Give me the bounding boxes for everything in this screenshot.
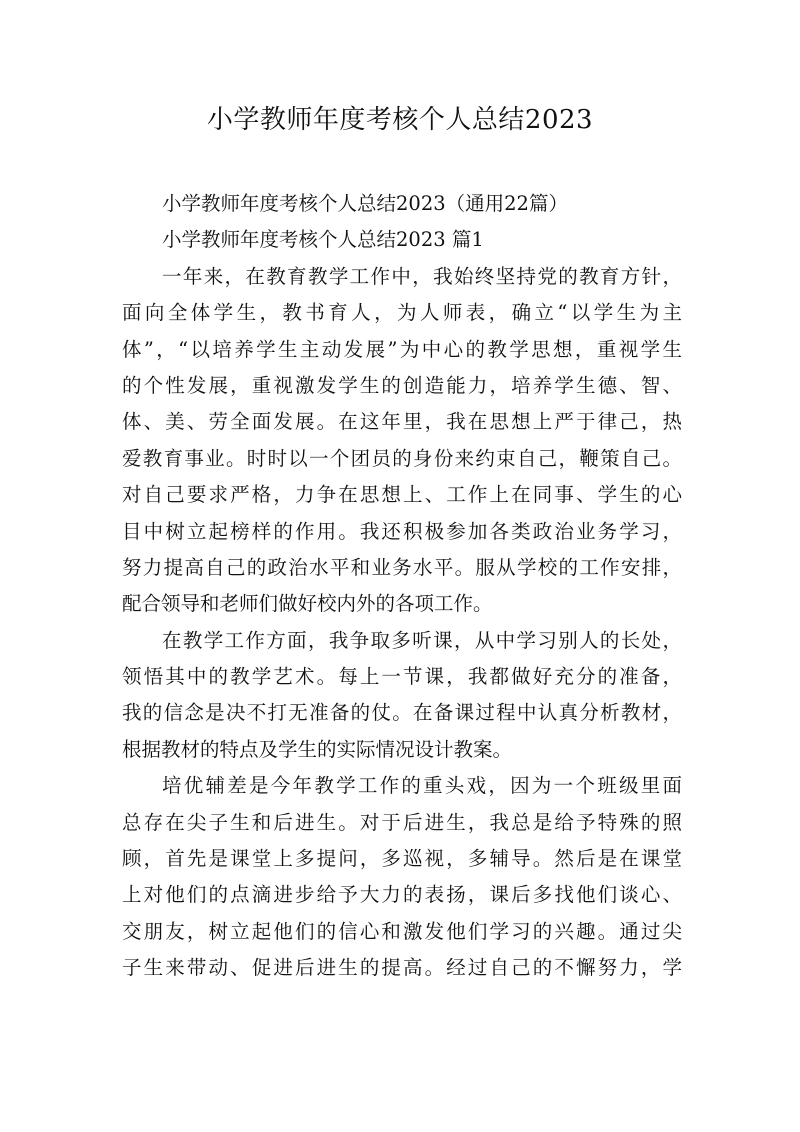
text-line: 配合领导和老师们做好校内外的各项工作。: [122, 592, 493, 616]
text-line: 交朋友，树立起他们的信心和激发他们学习的兴趣。通过尖: [122, 919, 682, 943]
text-line: 目中树立起榜样的作用。我还积极参加各类政治业务学习，: [122, 519, 682, 543]
text-line: 努力提高自己的政治水平和业务水平。服从学校的工作安排，: [122, 555, 682, 579]
text-line: 子生来带动、促进后进生的提高。经过自己的不懈努力，学: [122, 956, 682, 980]
text-line: 根据教材的特点及学生的实际情况设计教案。: [122, 737, 513, 761]
text-line: 小学教师年度考核个人总结2023（通用22篇）: [162, 192, 568, 215]
text-line: 的个性发展，重视激发学生的创造能力，培养学生德、智、: [122, 373, 682, 397]
text-line: 小学教师年度考核个人总结2023 篇1: [162, 228, 484, 252]
text-line: 培优辅差是今年教学工作的重头戏，因为一个班级里面: [162, 774, 682, 798]
text-line: 体”，“以培养学生主动发展”为中心的教学思想，重视学生: [122, 337, 682, 361]
text-line: 在教学工作方面，我争取多听课，从中学习别人的长处，: [162, 628, 682, 652]
text-line: 顾，首先是课堂上多提问，多巡视，多辅导。然后是在课堂: [122, 847, 682, 871]
text-line: 一年来，在教育教学工作中，我始终坚持党的教育方针，: [162, 264, 682, 288]
document-title: 小学教师年度考核个人总结2023: [206, 105, 594, 135]
text-line: 面向全体学生，教书育人，为人师表，确立“以学生为主: [122, 301, 682, 325]
document-body: [122, 186, 682, 987]
text-line: 总存在尖子生和后进生。对于后进生，我总是给予特殊的照: [122, 810, 682, 834]
text-line: 上对他们的点滴进步给予大力的表扬，课后多找他们谈心、: [122, 883, 682, 907]
text-line: 体、美、劳全面发展。在这年里，我在思想上严于律己，热: [122, 410, 682, 434]
text-line: 爱教育事业。时时以一个团员的身份来约束自己，鞭策自己。: [122, 446, 682, 470]
text-line: 我的信念是决不打无准备的仗。在备课过程中认真分析教材，: [122, 701, 682, 725]
text-line: 对自己要求严格，力争在思想上、工作上在同事、学生的心: [122, 483, 682, 507]
text-line: 领悟其中的教学艺术。每上一节课，我都做好充分的准备，: [122, 665, 682, 689]
